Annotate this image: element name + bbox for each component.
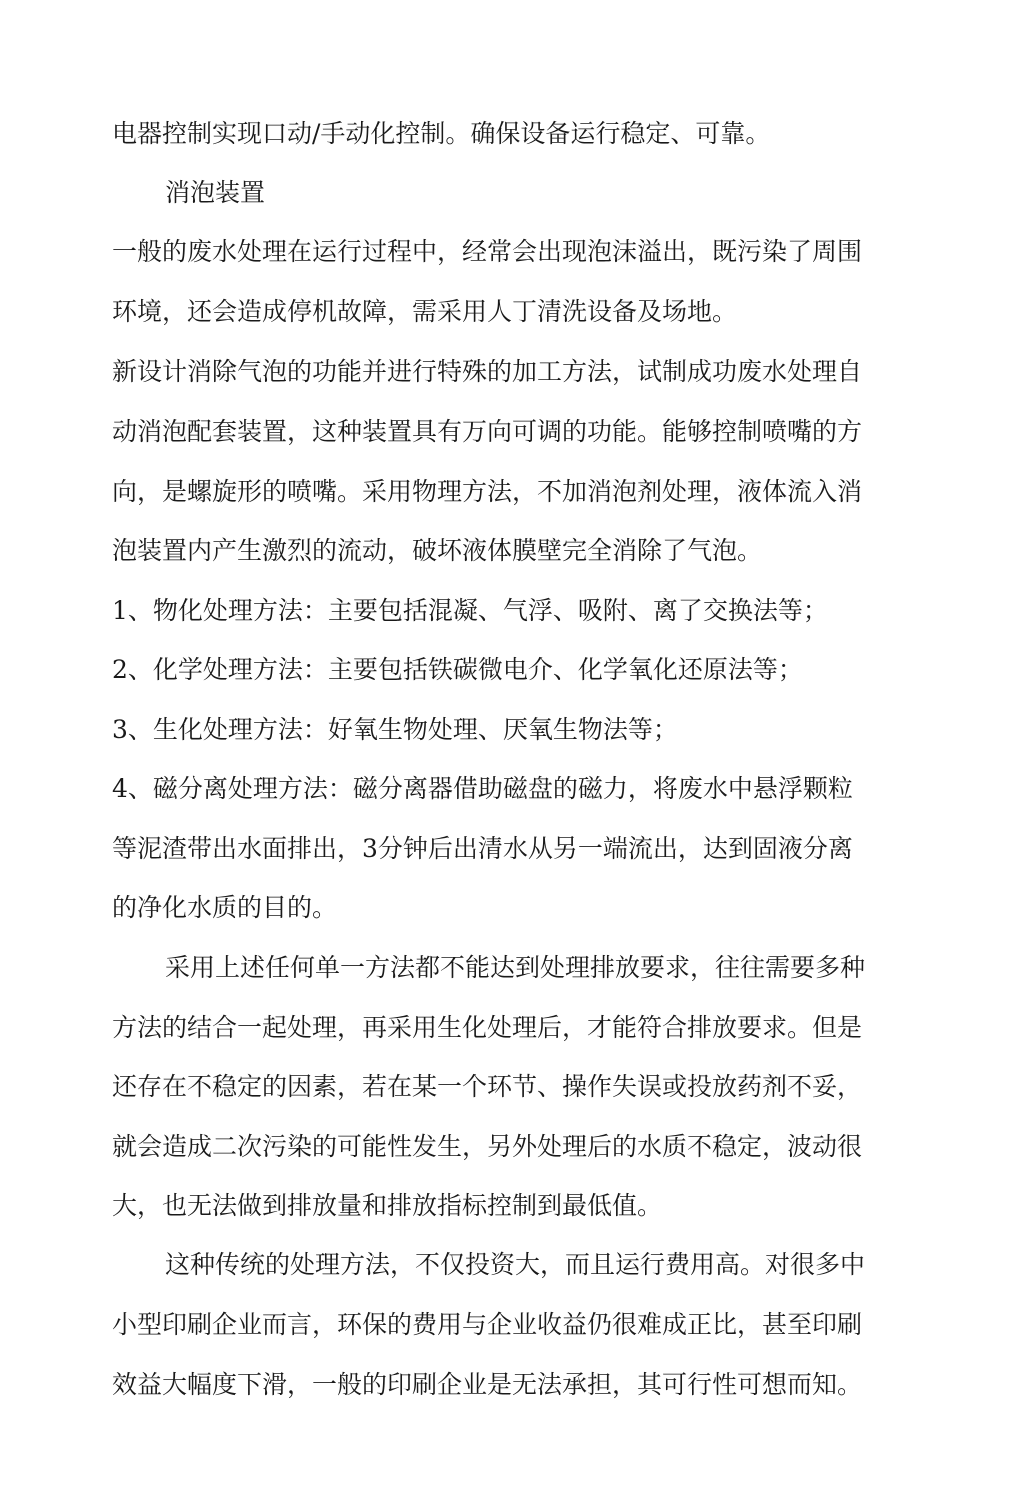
paragraph-line: 向，是螺旋形的喷嘴。采用物理方法，不加消泡剂处理，液体流入消 xyxy=(112,477,863,506)
list-item-method-4: 4、磁分离处理方法：磁分离器借助磁盘的磁力，将废水中悬浮颗粒 xyxy=(112,774,853,803)
paragraph-line-control: 电器控制实现口动/手动化控制。确保设备运行稳定、可靠。 xyxy=(112,119,771,148)
paragraph-line: 小型印刷企业而言，环保的费用与企业收益仍很难成正比，甚至印刷 xyxy=(112,1310,863,1339)
list-item-method-2: 2、化学处理方法：主要包括铁碳微电介、化学氧化还原法等； xyxy=(112,655,803,684)
paragraph-line: 这种传统的处理方法，不仅投资大，而且运行费用高。对很多中 xyxy=(165,1250,866,1279)
section-heading-defoam: 消泡装置 xyxy=(165,178,266,207)
paragraph-line: 效益大幅度下滑，一般的印刷企业是无法承担，其可行性可想而知。 xyxy=(112,1370,863,1399)
paragraph-line: 大，也无法做到排放量和排放指标控制到最低值。 xyxy=(112,1191,663,1220)
paragraph-line: 动消泡配套装置，这种装置具有万向可调的功能。能够控制喷嘴的方 xyxy=(112,417,863,446)
list-item-method-1: 1、物化处理方法：主要包括混凝、气浮、吸附、离了交换法等； xyxy=(112,596,828,625)
paragraph-line: 泡装置内产生激烈的流动，破坏液体膜壁完全消除了气泡。 xyxy=(112,536,763,565)
paragraph-line: 的净化水质的目的。 xyxy=(112,893,338,922)
paragraph-line: 就会造成二次污染的可能性发生，另外处理后的水质不稳定，波动很 xyxy=(112,1132,863,1161)
paragraph-line: 环境，还会造成停机故障，需采用人丁清洗设备及场地。 xyxy=(112,297,738,326)
paragraph-line: 新设计消除气泡的功能并进行特殊的加工方法，试制成功废水处理自 xyxy=(112,357,863,386)
list-item-method-3: 3、生化处理方法：好氧生物处理、厌氧生物法等； xyxy=(112,715,678,744)
paragraph-line: 等泥渣带出水面排出，3分钟后出清水从另一端流出，达到固液分离 xyxy=(112,834,853,863)
paragraph-line: 还存在不稳定的因素，若在某一个环节、操作失误或投放药剂不妥， xyxy=(112,1072,863,1101)
paragraph-line: 采用上述任何单一方法都不能达到处理排放要求，往往需要多种 xyxy=(165,953,866,982)
paragraph-line: 方法的结合一起处理，再采用生化处理后，才能符合排放要求。但是 xyxy=(112,1013,863,1042)
paragraph-line: 一般的废水处理在运行过程中，经常会出现泡沫溢出，既污染了周围 xyxy=(112,237,863,266)
